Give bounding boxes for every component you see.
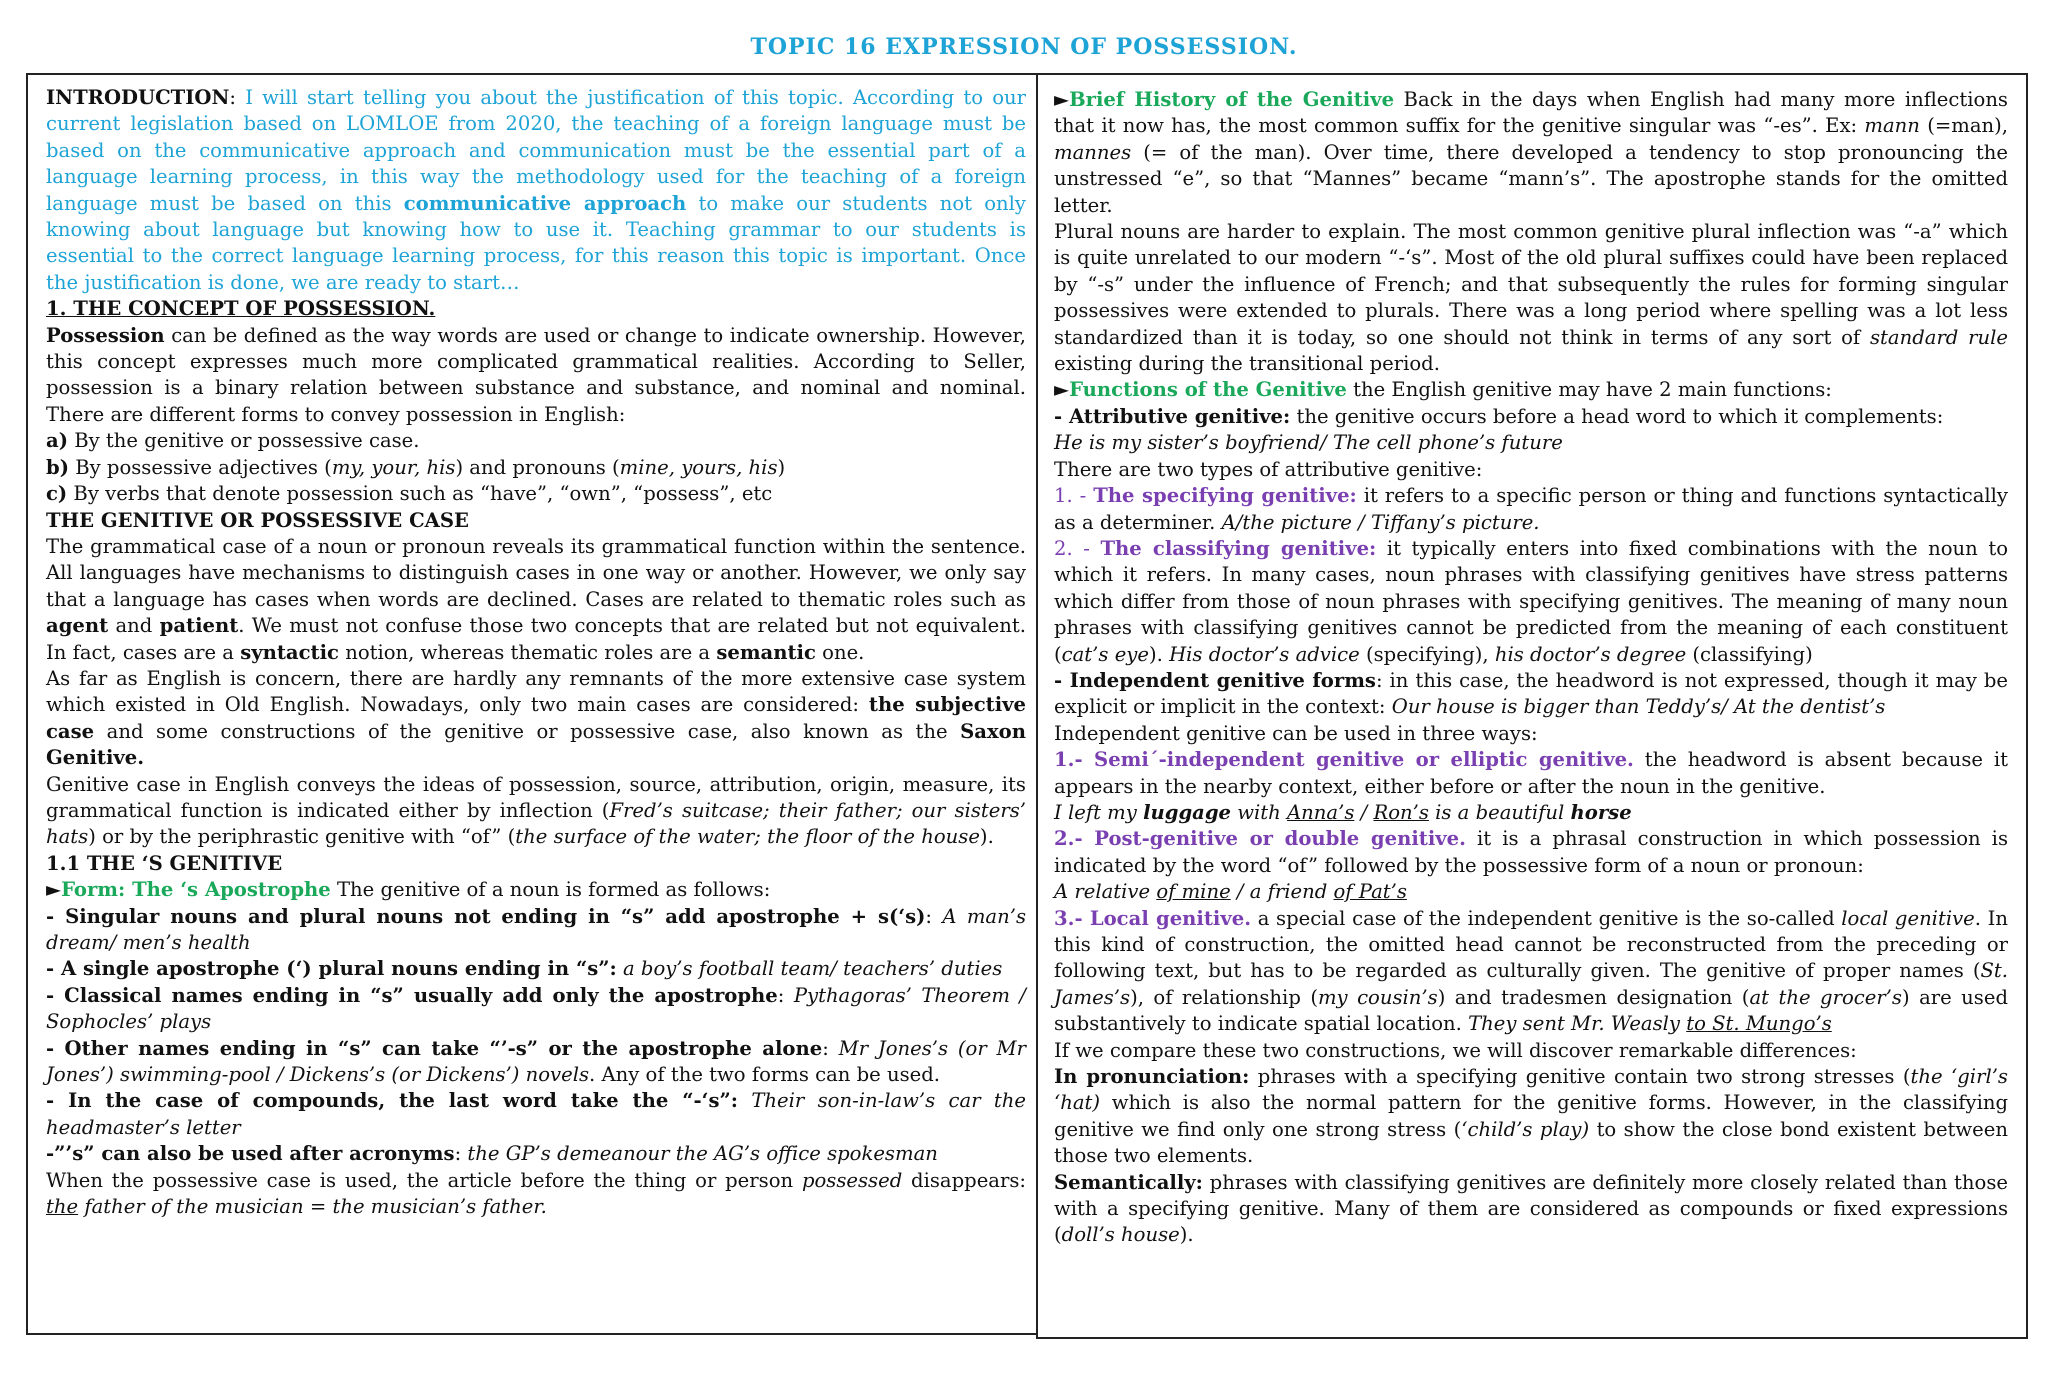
form-paragraph: ►Form: The ‘s Apostrophe The genitive of a noun is formed as follows: — [46, 878, 771, 902]
plural-nouns-paragraph: Plural nouns are harder to explain. The most common genitive plural inflection was “-a” which is quite unrelated to our modern “-‘s”. Most of the old plural suffixes could have been replaced by “-s” under the influence of French; and that subsequently the rules for forming singular possessives were extended to plurals. There was a long period where spelling was a lot less standardized than it is today, so one should not think in terms of any sort of standard rule existing during the transitional period. — [1054, 220, 2008, 376]
semantically-paragraph: Semantically: phrases with classifying genitives are definitely more closely related than those with a specifying genitive. Many of them are considered as compounds or fixed expressions (doll’s house). — [1054, 1170, 2008, 1247]
rule-compounds: - In the case of compounds, the last word take the “-‘s”: Their son-in-law’s car the headmaster’s letter — [46, 1089, 1026, 1139]
left-column — [26, 73, 1038, 1335]
section-heading-genitive-case: THE GENITIVE OR POSSESSIVE CASE — [46, 508, 469, 532]
elliptic-genitive: 1.- Semi´-independent genitive or elliptic genitive. the headword is absent because it appears in the nearby context, either before or after the noun in the genitive. — [1054, 748, 2008, 798]
arrow-icon: ► — [1054, 88, 1070, 111]
functions-paragraph: ►Functions of the Genitive the English genitive may have 2 main functions: — [1054, 378, 1832, 402]
local-genitive: 3.- Local genitive. a special case of the independent genitive is the so-called local genitive. In this kind of construction, the omitted head cannot be reconstructed from the preceding or following text, but has to be regarded as culturally given. The genitive of proper names (St. James’s), of relationship (my cousin’s) and tradesmen designation (at the grocer’s) are used substantively to indicate spatial location. They sent Mr. Weasly to St. Mungo’s — [1054, 906, 2009, 1036]
article-paragraph: When the possessive case is used, the article before the thing or person possessed disappears: the father of the musician = the musician’s father. — [46, 1168, 1026, 1219]
section-heading-s-genitive: 1.1 THE ‘S GENITIVE — [46, 851, 283, 875]
list-item-b: b) By possessive adjectives (my, your, his) and pronouns (mine, yours, his) — [46, 455, 786, 479]
two-types-line: There are two types of attributive genitive: — [1054, 457, 1483, 481]
list-item-c: c) By verbs that denote possession such as “have”, “own”, “possess”, etc — [46, 482, 773, 506]
double-genitive-example: A relative of mine / a friend of Pat’s — [1054, 880, 1407, 904]
possession-paragraph: Possession can be defined as the way words are used or change to indicate ownership. However, this concept expresses much more complicated grammatical realities. According to Seller, possession is a binary relation between substance and substance, and nominal and nominal. There are different forms to convey possession in English: — [46, 323, 1026, 426]
introduction-paragraph: INTRODUCTION: I will start telling you about the justification of this topic. According to our current legislation based on LOMLOE from 2020, the teaching of a foreign language must be based on the communicative approach and communication must be the essential part of a language learning process, in this way the methodology used for the teaching of a foreign language must be based on this communicative approach to make our students not only knowing about language but knowing how to use it. Teaching grammar to our students is essential to the correct language learning process, for this reason this topic is important. Once the justification is done, we are ready to start… — [46, 86, 1027, 294]
list-item-a: a) By the genitive or possessive case. — [46, 429, 420, 453]
brief-history-paragraph: ►Brief History of the Genitive Back in the days when English had many more inflections that it now has, the most common suffix for the genitive singular was “-es”. Ex: mann (=man), mannes (= of the man). Over time, there developed a tendency to stop pronouncing the unstressed “e”, so that “Mannes” became “mann’s”. The apostrophe stands for the omitted letter. — [1054, 88, 2009, 217]
genitive-paragraph: Genitive case in English conveys the ideas of possession, source, attribution, origin, measure, its grammatical function is indicated either by inflection (Fred’s suitcase; their father; our sisters’ hats) or by the periphrastic genitive with “of” (the surface of the water; the floor of the house). — [46, 772, 1026, 849]
attributive-genitive: - Attributive genitive: the genitive occurs before a head word to which it complements: — [1054, 404, 1944, 428]
classifying-genitive: 2. - The classifying genitive: it typically enters into fixed combinations with the noun to which it refers. In many cases, noun phrases with classifying genitives have stress patterns which differ from those of noun phrases with specifying genitives. The meaning of many noun phrases with classifying genitives cannot be predicted from the meaning of each constituent (cat’s eye). His doctor’s advice (specifying), his doctor’s degree (classifying) — [1054, 536, 2008, 666]
section-heading-concept: 1. THE CONCEPT OF POSSESSION. — [46, 297, 436, 321]
rule-classical-names: - Classical names ending in “s” usually add only the apostrophe: Pythagoras’ Theorem / Sophocles’ plays — [46, 983, 1026, 1034]
double-genitive: 2.- Post-genitive or double genitive. it is a phrasal construction in which possession is indicated by the word “of” followed by the possessive form of a noun or pronoun: — [1054, 827, 2009, 877]
rule-acronyms: -”’s” can also be used after acronyms: the GP’s demeanour the AG’s office spokesman — [46, 1142, 938, 1166]
grammatical-case-paragraph: The grammatical case of a noun or pronoun reveals its grammatical function within the sentence. All languages have mechanisms to distinguish cases in one way or another. However, we only say that a language has cases when words are declined. Cases are related to thematic roles such as agent and patient. We must not confuse those two concepts that are related but not equivalent. In fact, cases are a syntactic notion, whereas thematic roles are a semantic one. — [46, 534, 1026, 664]
page-title: TOPIC 16 EXPRESSION OF POSSESSION. — [750, 34, 1298, 60]
three-ways-line: Independent genitive can be used in three ways: — [1054, 721, 1538, 745]
rule-singular-plural: - Singular nouns and plural nouns not ending in “s” add apostrophe + s(‘s): A man’s dream/ men’s health — [46, 904, 1026, 954]
rule-other-names: - Other names ending in “s” can take “’-s” or the apostrophe alone: Mr Jones’s (or Mr Jones’) swimming-pool / Dickens’s (or Dickens’) novels. Any of the two forms can be used. — [46, 1036, 1026, 1087]
arrow-icon: ► — [46, 878, 62, 902]
rule-single-apostrophe: - A single apostrophe (‘) plural nouns ending in “s”: a boy’s football team/ teachers’ duties — [46, 957, 1003, 981]
arrow-icon: ► — [1054, 378, 1070, 402]
old-english-paragraph: As far as English is concern, there are hardly any remnants of the more extensive case system which existed in Old English. Nowadays, only two main cases are considered: the subjective case and some constructions of the genitive or possessive case, also known as the Saxon Genitive. — [46, 666, 1026, 770]
compare-line: If we compare these two constructions, we will discover remarkable differences: — [1054, 1038, 1857, 1062]
elliptic-example: I left my luggage with Anna’s / Ron’s is a beautiful horse — [1054, 800, 1632, 824]
pronunciation-paragraph: In pronunciation: phrases with a specifying genitive contain two strong stresses (the ‘girl’s ‘hat) which is also the normal pattern for the genitive forms. However, in the classifying genitive we find only one strong stress (‘child’s play) to show the close bond existent between those two elements. — [1054, 1065, 2008, 1168]
attributive-example: He is my sister’s boyfriend/ The cell phone’s future — [1054, 431, 1563, 455]
introduction-label: INTRODUCTION — [46, 86, 230, 109]
right-column — [1036, 73, 2028, 1339]
specifying-genitive: 1. - The specifying genitive: it refers to a specific person or thing and functions syntactically as a determiner. A/the picture / Tiffany’s picture. — [1054, 484, 2008, 534]
independent-genitive-forms: - Independent genitive forms: in this case, the headword is not expressed, though it may be explicit or implicit in the context: Our house is bigger than Teddy’s/ At the dentist’s — [1054, 668, 2008, 719]
